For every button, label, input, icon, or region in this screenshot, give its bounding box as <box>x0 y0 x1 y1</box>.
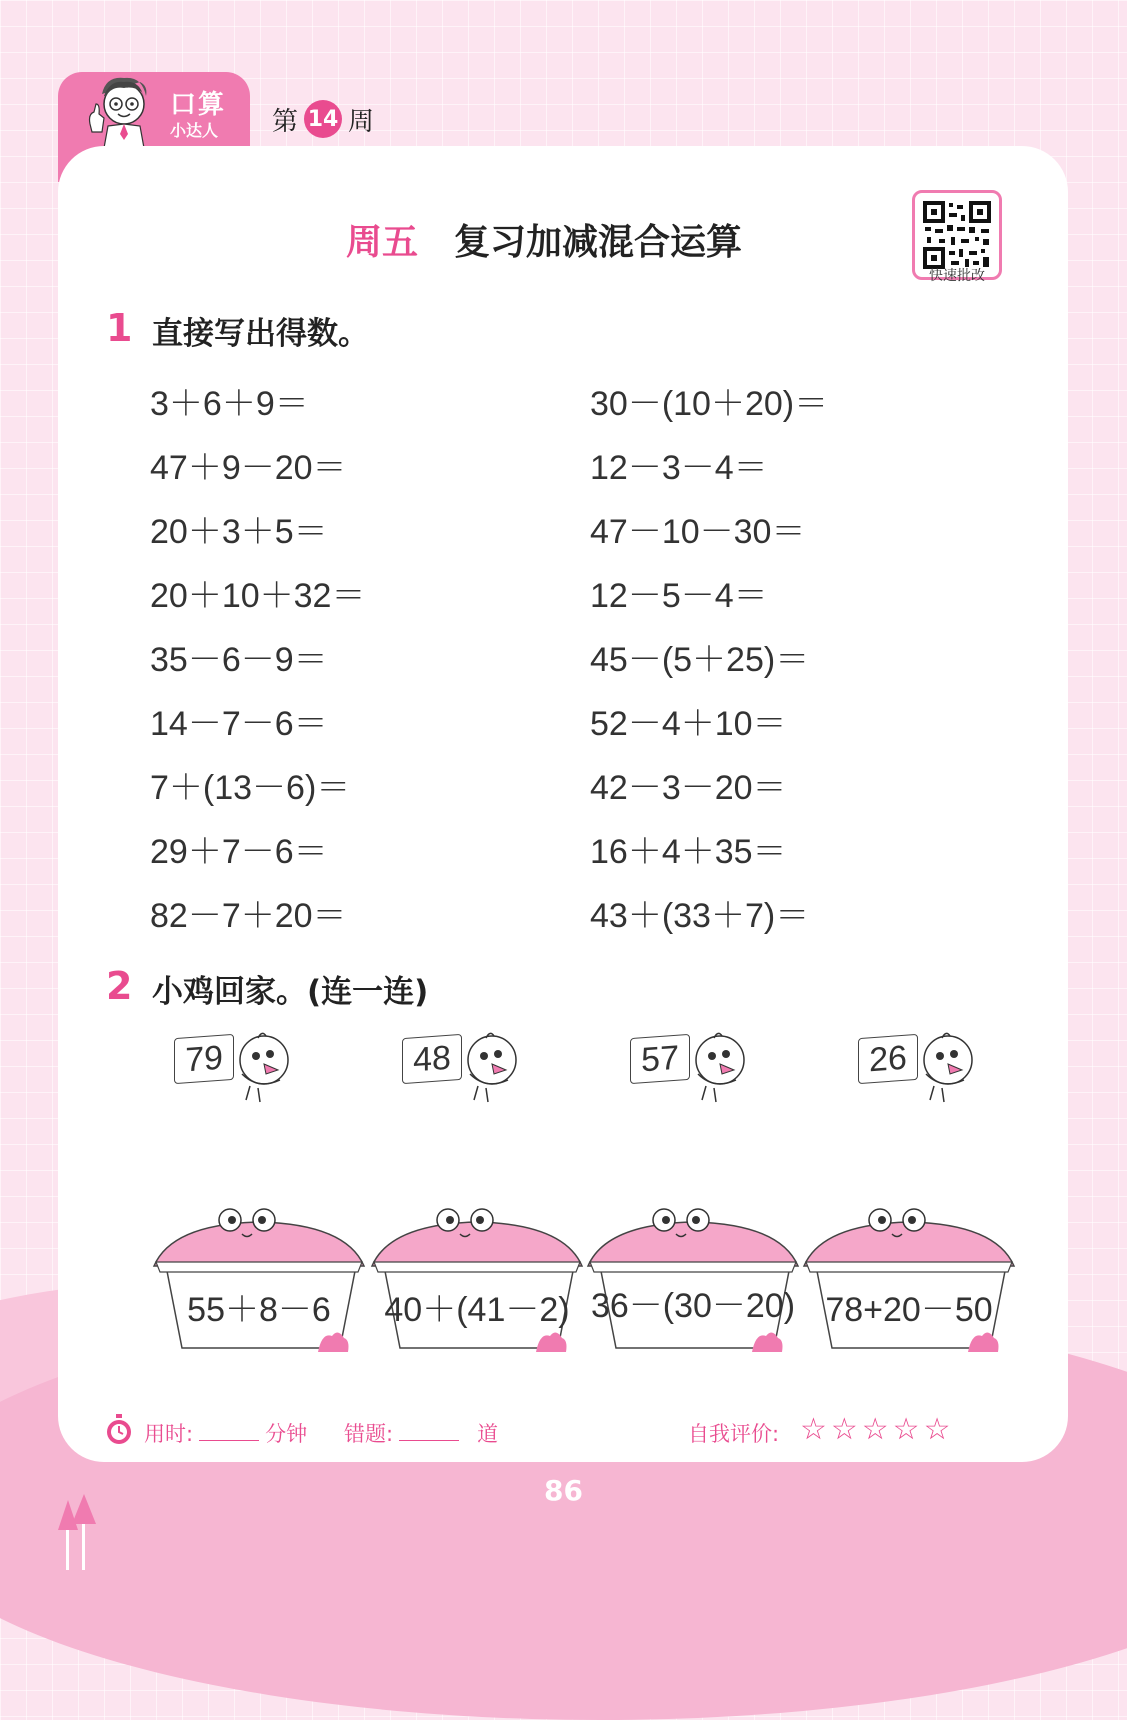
week-indicator <box>272 100 374 138</box>
page-number: 86 <box>544 1474 583 1507</box>
basket[interactable] <box>802 1206 1016 1356</box>
basket[interactable] <box>370 1206 584 1356</box>
problem-right: 30－(10＋20)＝ <box>590 385 829 423</box>
chick[interactable] <box>630 1030 770 1110</box>
problem-right: 43＋(33＋7)＝ <box>590 897 810 935</box>
problem-right: 42－3－20＝ <box>590 769 787 807</box>
footer-errors <box>344 1418 498 1448</box>
basket-icon <box>152 1206 366 1356</box>
section2-number: 2 <box>106 964 133 1008</box>
basket-icon <box>370 1206 584 1356</box>
page-title <box>346 214 742 265</box>
chick-number-card: 26 <box>858 1034 918 1084</box>
chick-number-card: 79 <box>174 1034 234 1084</box>
errors-unit: 道 <box>477 1422 499 1446</box>
problem-left: 20＋10＋32＝ <box>150 577 366 615</box>
time-unit: 分钟 <box>265 1422 308 1446</box>
problem-left: 35－6－9＝ <box>150 641 328 679</box>
section1-number: 1 <box>106 306 133 350</box>
footer-time <box>144 1418 307 1448</box>
problem-right: 45－(5＋25)＝ <box>590 641 810 679</box>
chick-icon <box>684 1030 752 1104</box>
chick-number-card: 57 <box>630 1034 690 1084</box>
chick[interactable] <box>402 1030 542 1110</box>
chick[interactable] <box>174 1030 314 1110</box>
week-prefix: 第 <box>272 106 299 137</box>
chick-icon <box>456 1030 524 1104</box>
self-eval-label: 自我评价: <box>688 1422 780 1446</box>
title-text: 复习加减混合运算 <box>454 222 743 263</box>
chick-icon <box>912 1030 980 1104</box>
chick[interactable] <box>858 1030 998 1110</box>
problem-right: 52－4＋10＝ <box>590 705 787 743</box>
qr-label: 快速批改 <box>929 268 985 284</box>
problem-right: 12－5－4＝ <box>590 577 768 615</box>
chick-icon <box>228 1030 296 1104</box>
week-suffix: 周 <box>348 106 375 137</box>
title-day: 周五 <box>346 222 419 263</box>
errors-label: 错题: <box>344 1422 394 1446</box>
rating-stars[interactable]: ☆☆☆☆☆ <box>800 1412 955 1447</box>
basket-icon <box>802 1206 1016 1356</box>
section2-instruction: 小鸡回家。(连一连) <box>152 974 429 1010</box>
stopwatch-icon <box>104 1414 134 1446</box>
problem-right: 47－10－30＝ <box>590 513 806 551</box>
problem-left: 7＋(13－6)＝ <box>150 769 351 807</box>
basket-expression: 55＋8－6 <box>187 1291 331 1329</box>
brand-title: 口算 <box>170 90 227 120</box>
problem-left: 82－7＋20＝ <box>150 897 347 935</box>
chick-number-card: 48 <box>402 1034 462 1084</box>
problem-right: 16＋4＋35＝ <box>590 833 787 871</box>
basket[interactable] <box>152 1206 366 1356</box>
week-number-badge: 14 <box>304 100 342 138</box>
time-blank[interactable] <box>199 1440 259 1441</box>
problem-left: 20＋3＋5＝ <box>150 513 328 551</box>
problem-left: 14－7－6＝ <box>150 705 328 743</box>
problem-left: 3＋6＋9＝ <box>150 385 309 423</box>
problem-left: 29＋7－6＝ <box>150 833 328 871</box>
problem-right: 12－3－4＝ <box>590 449 768 487</box>
brand-subtitle: 小达人 <box>170 121 219 140</box>
problem-left: 47＋9－20＝ <box>150 449 347 487</box>
basket[interactable] <box>586 1206 800 1356</box>
basket-expression: 78+20－50 <box>825 1291 993 1329</box>
basket-expression: 36－(30－20) <box>590 1287 796 1325</box>
time-label: 用时: <box>144 1422 194 1446</box>
basket-expression: 40＋(41－2) <box>384 1291 570 1329</box>
mascot-icon <box>84 74 160 148</box>
errors-blank[interactable] <box>399 1440 459 1441</box>
section1-instruction: 直接写出得数。 <box>152 316 369 352</box>
tree-icon <box>54 1494 100 1570</box>
